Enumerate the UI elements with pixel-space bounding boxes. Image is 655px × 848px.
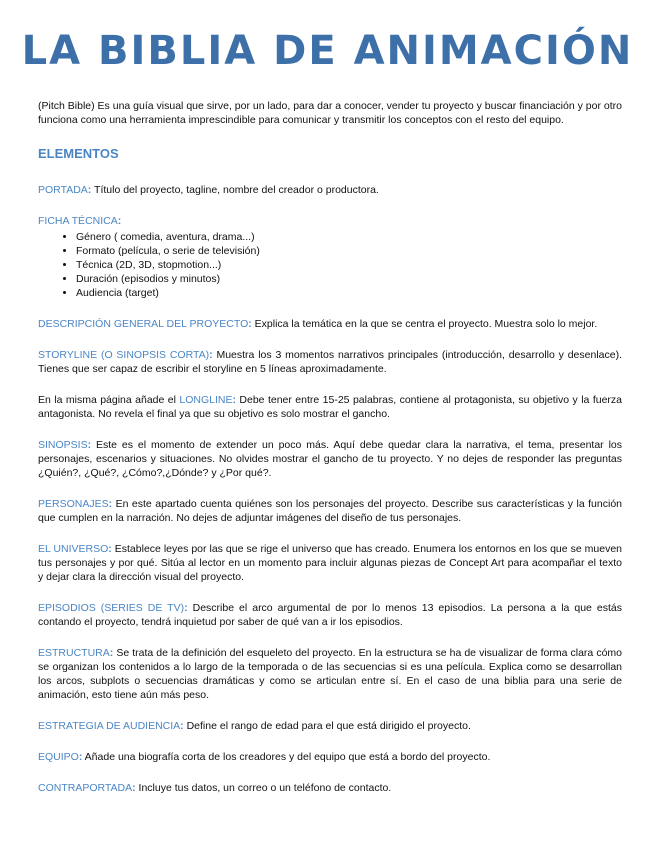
section-label: EL UNIVERSO	[38, 543, 109, 555]
section-text: Título del proyecto, tagline, nombre del creador o productora.	[91, 184, 379, 196]
page-title: LA BIBLIA DE ANIMACIÓN	[21, 28, 634, 74]
ficha-list	[38, 230, 622, 300]
section-text: Explica la temática en la que se centra el proyecto. Muestra solo lo mejor.	[251, 318, 598, 330]
document-body	[38, 99, 622, 812]
section-episodios	[38, 601, 622, 629]
section-prefix: En la misma página añade el	[38, 394, 180, 406]
label-colon: :	[117, 215, 122, 227]
section-text: Añade una biografía corta de los creadores y del equipo que está a bordo del proyecto.	[82, 751, 491, 763]
section-label: CONTRAPORTADA	[38, 782, 133, 794]
list-item: • Audiencia (target)	[76, 286, 622, 300]
label-colon: :	[78, 751, 83, 763]
label-colon: :	[108, 543, 112, 555]
section-estructura	[38, 646, 622, 702]
list-item: • Género ( comedia, aventura, drama...)	[76, 230, 622, 244]
section-portada	[38, 183, 622, 197]
section-descripcion	[38, 317, 622, 331]
section-heading: ELEMENTOS	[38, 146, 119, 161]
section-text: Define el rango de edad para el que está dirigido el proyecto.	[183, 720, 471, 732]
section-text: Describe el arco argumental de por lo menos 13 episodios. La persona a la que estás contando el proyecto, tendrá inquietud por saber de qué van a ir los episodios.	[38, 602, 622, 628]
section-universo	[38, 542, 622, 584]
section-longline	[38, 393, 622, 421]
section-estrategia	[38, 719, 622, 733]
list-item: • Formato (película, o serie de televisión)	[76, 244, 622, 258]
section-text: En este apartado cuenta quiénes son los personajes del proyecto. Describe sus características y la función que cumplen en la narración. No dejes de adjuntar imágenes del diseño de tus personajes.	[38, 498, 622, 524]
list-item: • Duración (episodios y minutos)	[76, 272, 622, 286]
section-label: PORTADA	[38, 184, 88, 196]
label-colon: :	[108, 498, 113, 510]
section-equipo	[38, 750, 622, 764]
section-text: Incluye tus datos, un correo o un teléfono de contacto.	[135, 782, 392, 794]
section-ficha-tecnica	[38, 214, 622, 300]
section-text: Debe tener entre 15-25 palabras, contiene al protagonista, su objetivo y la fuerza antagonista. No revela el final ya que su objetivo es solo mostrar el gancho.	[38, 394, 623, 420]
label-colon: :	[232, 394, 236, 406]
label-colon: :	[180, 720, 184, 732]
section-label: SINOPSIS	[38, 439, 88, 451]
label-colon: :	[109, 647, 114, 659]
section-label: FICHA TÉCNICA	[38, 215, 118, 227]
section-storyline	[38, 348, 622, 376]
section-personajes	[38, 497, 622, 525]
section-label: EQUIPO	[38, 751, 79, 763]
label-colon: :	[248, 318, 252, 330]
section-text: Muestra los 3 momentos narrativos principales (introducción, desarrollo y desenlace). Tienes que ser capaz de escribir el storyline en 5 líneas aproximadamente.	[38, 349, 622, 375]
label-colon: :	[87, 439, 92, 451]
section-text: Este es el momento de extender un poco más. Aquí debe quedar clara la narrativa, el tema, presentar los personajes, escenarios y situaciones. No olvides mostrar el gancho de tu proyecto. Y no dejes de responder las preguntas ¿Quién?, ¿Qué?, ¿Cómo?,¿Dónde? y ¿Por qué?.	[38, 439, 622, 479]
intro-paragraph: (Pitch Bible) Es una guía visual que sirve, por un lado, para dar a conocer, vender tu proyecto y buscar financiación y por otro funciona como una herramienta imprescindible para comunicar y transmitir los conceptos con el resto del equipo.	[38, 100, 622, 126]
section-label: EPISODIOS (SERIES DE TV)	[38, 602, 185, 614]
section-contraportada	[38, 781, 622, 795]
section-text: Se trata de la definición del esqueleto del proyecto. En la estructura se ha de visualizar de forma clara cómo se organizan los contenidos a lo largo de la temporada o de las secuencias si es una película. Explica como se desarrollan los arcos, subplots o secuencias dramáticas y como se articulan entre sí. En el caso de una biblia para una serie de animación, esto tiene aún más peso.	[38, 647, 622, 701]
label-colon: :	[132, 782, 136, 794]
section-label: DESCRIPCIÓN GENERAL DEL PROYECTO	[38, 318, 249, 330]
label-colon: :	[184, 602, 188, 614]
section-sinopsis	[38, 438, 622, 480]
section-label: PERSONAJES	[38, 498, 109, 510]
section-label: ESTRUCTURA	[38, 647, 110, 659]
section-label: LONGLINE	[179, 394, 233, 406]
label-colon: :	[87, 184, 92, 196]
section-label: STORYLINE (O SINOPSIS CORTA)	[38, 349, 210, 361]
section-label: ESTRATEGIA DE AUDIENCIA	[38, 720, 181, 732]
list-item: • Técnica (2D, 3D, stopmotion...)	[76, 258, 622, 272]
section-text: Establece leyes por las que se rige el universo que has creado. Enumera los entornos en los que se mueven tus personajes y por qué. Sitúa al lector en un momento para incluir algunas piezas de Concept Art para acompañar el texto y dejar clara la dirección visual del proyecto.	[38, 543, 622, 583]
label-colon: :	[209, 349, 213, 361]
